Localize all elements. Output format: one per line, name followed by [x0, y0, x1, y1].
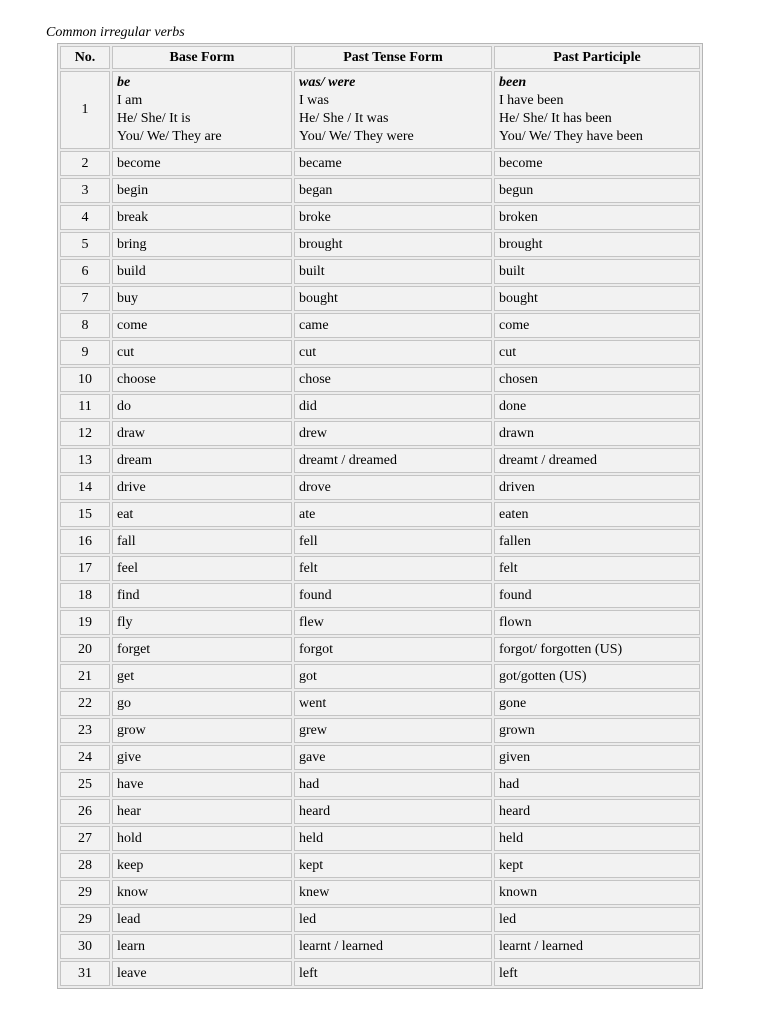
table-row [60, 583, 700, 608]
row-number: 31 [60, 961, 110, 986]
base-form-cell: learn [112, 934, 292, 959]
past-participle-cell: held [494, 826, 700, 851]
row-number: 5 [60, 232, 110, 257]
past-tense-cell: ate [294, 502, 492, 527]
past-tense-cell: came [294, 313, 492, 338]
table-row [60, 826, 700, 851]
past-tense-cell: broke [294, 205, 492, 230]
table-row [60, 610, 700, 635]
past-tense-cell: left [294, 961, 492, 986]
base-form-cell: go [112, 691, 292, 716]
past-participle-cell: eaten [494, 502, 700, 527]
past-participle-cell: learnt / learned [494, 934, 700, 959]
header-base-form: Base Form [112, 46, 292, 69]
past-tense-line: You/ We/ They were [299, 129, 414, 144]
past-participle-cell: dreamt / dreamed [494, 448, 700, 473]
base-form-cell: find [112, 583, 292, 608]
past-tense-cell: kept [294, 853, 492, 878]
row-number: 9 [60, 340, 110, 365]
table-row [60, 178, 700, 203]
past-tense-cell: brought [294, 232, 492, 257]
past-participle-cell: had [494, 772, 700, 797]
base-form-line: He/ She/ It is [117, 111, 191, 126]
base-form-cell: keep [112, 853, 292, 878]
table-row [60, 502, 700, 527]
table-row [60, 529, 700, 554]
row-number: 19 [60, 610, 110, 635]
row-number: 22 [60, 691, 110, 716]
past-tense-cell: learnt / learned [294, 934, 492, 959]
row-number: 25 [60, 772, 110, 797]
past-participle-cell: known [494, 880, 700, 905]
past-participle-line: I have been [499, 93, 564, 108]
past-participle-cell: become [494, 151, 700, 176]
header-no: No. [60, 46, 110, 69]
row-number: 2 [60, 151, 110, 176]
table-row [60, 718, 700, 743]
table-row [60, 232, 700, 257]
row-number: 29 [60, 880, 110, 905]
base-form-cell: have [112, 772, 292, 797]
base-form-cell: grow [112, 718, 292, 743]
past-tense-cell: chose [294, 367, 492, 392]
row-number: 11 [60, 394, 110, 419]
header-past-participle: Past Participle [494, 46, 700, 69]
row-number: 13 [60, 448, 110, 473]
past-tense-cell: drew [294, 421, 492, 446]
past-tense-cell: gave [294, 745, 492, 770]
past-participle-cell: left [494, 961, 700, 986]
base-form-cell: lead [112, 907, 292, 932]
header-row [60, 46, 700, 69]
row-number: 14 [60, 475, 110, 500]
past-tense-cell: forgot [294, 637, 492, 662]
row-number: 20 [60, 637, 110, 662]
past-participle-cell: chosen [494, 367, 700, 392]
past-tense-cell: flew [294, 610, 492, 635]
base-form-cell: become [112, 151, 292, 176]
row-number: 17 [60, 556, 110, 581]
past-participle-cell: found [494, 583, 700, 608]
row-number: 21 [60, 664, 110, 689]
row-number: 3 [60, 178, 110, 203]
table-row [60, 907, 700, 932]
table-row [60, 961, 700, 986]
past-participle-line: You/ We/ They have been [499, 129, 643, 144]
past-tense-line: I was [299, 93, 329, 108]
past-tense-cell: dreamt / dreamed [294, 448, 492, 473]
base-form-cell: cut [112, 340, 292, 365]
base-form-line: You/ We/ They are [117, 129, 222, 144]
base-form-cell: give [112, 745, 292, 770]
past-participle-cell: flown [494, 610, 700, 635]
base-form-cell: come [112, 313, 292, 338]
table-row [60, 799, 700, 824]
past-tense-cell: felt [294, 556, 492, 581]
base-form-cell: eat [112, 502, 292, 527]
table-row [60, 853, 700, 878]
past-tense-cell: became [294, 151, 492, 176]
base-form-cell: buy [112, 286, 292, 311]
past-participle-cell: brought [494, 232, 700, 257]
table-row [60, 637, 700, 662]
base-form-cell: fall [112, 529, 292, 554]
base-form-cell: leave [112, 961, 292, 986]
base-form-cell: choose [112, 367, 292, 392]
past-participle-cell: bought [494, 286, 700, 311]
table-row [60, 880, 700, 905]
row-number: 7 [60, 286, 110, 311]
table-row [60, 448, 700, 473]
table-row [60, 367, 700, 392]
base-form-cell [112, 71, 292, 149]
past-participle-cell: given [494, 745, 700, 770]
table-row [60, 394, 700, 419]
table-row [60, 556, 700, 581]
past-tense-cell: bought [294, 286, 492, 311]
base-form-cell: hold [112, 826, 292, 851]
row-number: 12 [60, 421, 110, 446]
past-participle-cell: got/gotten (US) [494, 664, 700, 689]
table-row [60, 151, 700, 176]
table-row [60, 259, 700, 284]
past-participle-cell: forgot/ forgotten (US) [494, 637, 700, 662]
past-tense-cell: grew [294, 718, 492, 743]
past-tense-title: was/ were [299, 75, 356, 90]
table-row [60, 313, 700, 338]
base-form-cell: draw [112, 421, 292, 446]
row-number: 8 [60, 313, 110, 338]
base-form-cell: fly [112, 610, 292, 635]
past-tense-line: He/ She / It was [299, 111, 389, 126]
base-form-cell: feel [112, 556, 292, 581]
base-form-title: be [117, 75, 131, 90]
past-participle-cell: felt [494, 556, 700, 581]
past-participle-cell: cut [494, 340, 700, 365]
past-participle-cell: heard [494, 799, 700, 824]
past-tense-cell: knew [294, 880, 492, 905]
table-caption: Common irregular verbs [46, 25, 185, 40]
table-row [60, 934, 700, 959]
past-tense-cell: fell [294, 529, 492, 554]
row-number: 29 [60, 907, 110, 932]
past-participle-cell: come [494, 313, 700, 338]
past-participle-cell: drawn [494, 421, 700, 446]
table-row [60, 745, 700, 770]
past-tense-cell: had [294, 772, 492, 797]
row-number: 1 [60, 71, 110, 149]
past-tense-cell: held [294, 826, 492, 851]
base-form-cell: get [112, 664, 292, 689]
base-form-cell: know [112, 880, 292, 905]
past-participle-cell: gone [494, 691, 700, 716]
header-past-tense-form: Past Tense Form [294, 46, 492, 69]
past-tense-cell: found [294, 583, 492, 608]
table-row [60, 286, 700, 311]
table-row [60, 205, 700, 230]
base-form-cell: do [112, 394, 292, 419]
past-tense-cell: cut [294, 340, 492, 365]
past-tense-cell: heard [294, 799, 492, 824]
past-tense-cell: went [294, 691, 492, 716]
row-number: 23 [60, 718, 110, 743]
past-participle-cell: grown [494, 718, 700, 743]
past-participle-title: been [499, 75, 527, 90]
base-form-cell: hear [112, 799, 292, 824]
table-row [60, 71, 700, 149]
irregular-verbs-table [57, 43, 703, 989]
past-participle-cell [494, 71, 700, 149]
past-tense-cell: led [294, 907, 492, 932]
past-participle-cell: broken [494, 205, 700, 230]
row-number: 27 [60, 826, 110, 851]
row-number: 26 [60, 799, 110, 824]
row-number: 16 [60, 529, 110, 554]
table-row [60, 664, 700, 689]
row-number: 30 [60, 934, 110, 959]
row-number: 18 [60, 583, 110, 608]
row-number: 10 [60, 367, 110, 392]
past-tense-cell [294, 71, 492, 149]
row-number: 4 [60, 205, 110, 230]
base-form-cell: drive [112, 475, 292, 500]
past-tense-cell: began [294, 178, 492, 203]
past-tense-cell: did [294, 394, 492, 419]
past-participle-cell: done [494, 394, 700, 419]
base-form-cell: begin [112, 178, 292, 203]
base-form-cell: build [112, 259, 292, 284]
past-participle-cell: built [494, 259, 700, 284]
row-number: 15 [60, 502, 110, 527]
row-number: 28 [60, 853, 110, 878]
table-row [60, 691, 700, 716]
past-participle-cell: begun [494, 178, 700, 203]
table-row [60, 772, 700, 797]
table-row [60, 340, 700, 365]
base-form-cell: dream [112, 448, 292, 473]
past-tense-cell: got [294, 664, 492, 689]
base-form-line: I am [117, 93, 143, 108]
past-tense-cell: built [294, 259, 492, 284]
past-participle-line: He/ She/ It has been [499, 111, 612, 126]
past-participle-cell: driven [494, 475, 700, 500]
table-row [60, 421, 700, 446]
base-form-cell: forget [112, 637, 292, 662]
past-participle-cell: led [494, 907, 700, 932]
table-row [60, 475, 700, 500]
base-form-cell: break [112, 205, 292, 230]
row-number: 24 [60, 745, 110, 770]
row-number: 6 [60, 259, 110, 284]
past-participle-cell: kept [494, 853, 700, 878]
past-tense-cell: drove [294, 475, 492, 500]
base-form-cell: bring [112, 232, 292, 257]
past-participle-cell: fallen [494, 529, 700, 554]
